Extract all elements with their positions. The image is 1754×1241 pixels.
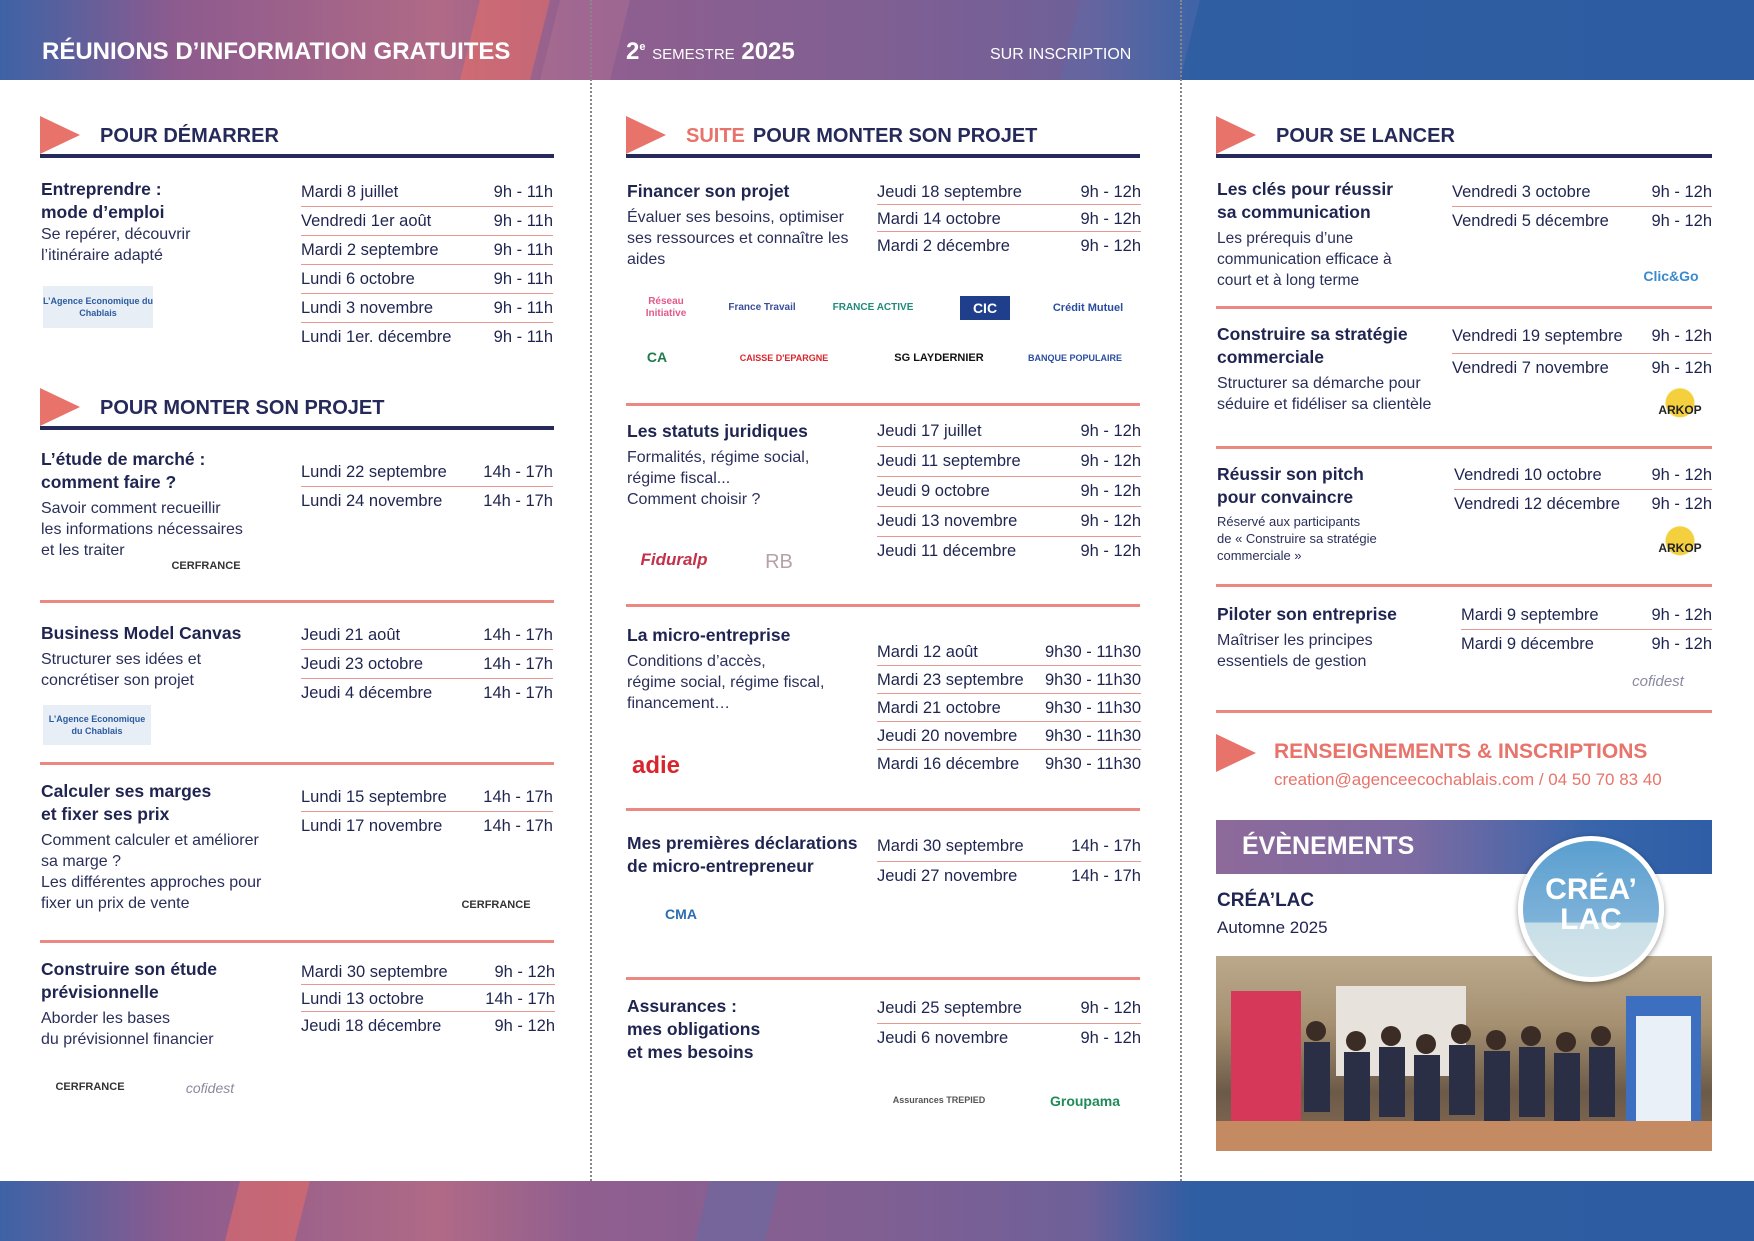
workshop-desc: régime social, régime fiscal, (627, 674, 825, 691)
divider (626, 977, 1140, 980)
workshop-desc: du prévisionnel financier (41, 1031, 214, 1048)
session-row: Mardi 16 décembre 9h30 - 11h30 (877, 755, 1141, 773)
logo-cofidest: cofidest (1632, 673, 1684, 690)
session-row: Jeudi 23 octobre 14h - 17h (301, 650, 553, 679)
workshop-desc: Structurer ses idées et (41, 651, 202, 668)
sessions-marges (301, 783, 553, 841)
workshop-title: comment faire ? (41, 472, 177, 492)
section-header-suite (626, 114, 1140, 158)
session-row: Mardi 30 septembre 14h - 17h (877, 832, 1141, 862)
sessions-assurances (877, 994, 1141, 1054)
session-row: Mardi 8 juillet 9h - 11h (301, 178, 553, 207)
sessions-micro (877, 638, 1141, 778)
logo-adie: adie (631, 752, 681, 779)
workshop-desc: l’itinéraire adapté (41, 247, 163, 264)
triangle-icon (1216, 734, 1256, 772)
workshop-desc: Se repérer, découvrir (41, 226, 191, 243)
logo-france-active: FRANCE ACTIVE (832, 302, 914, 313)
logo-clic-go: Clic&Go (1643, 268, 1699, 284)
workshop-strategie (1217, 323, 1447, 415)
session-row: Jeudi 11 septembre 9h - 12h (877, 447, 1141, 477)
session-row: Vendredi 19 septembre 9h - 12h (1452, 322, 1712, 354)
contact-email-phone[interactable]: creation@agenceecochablais.com / 04 50 70 83 40 (1274, 770, 1662, 789)
divider (1216, 584, 1712, 587)
sessions-statuts (877, 417, 1141, 567)
session-row: Vendredi 1er août 9h - 11h (301, 207, 553, 236)
workshop-title: et fixer ses prix (41, 804, 170, 824)
workshop-desc: commerciale » (1217, 548, 1302, 563)
sessions-cles (1452, 178, 1712, 236)
workshop-desc: financement… (627, 695, 731, 712)
workshop-desc: de « Construire sa stratégie (1217, 531, 1377, 546)
session-row: Vendredi 5 décembre 9h - 12h (1452, 212, 1712, 230)
crealac-badge-line1: CRÉA’ (1545, 873, 1637, 906)
sessions-pitch (1454, 461, 1712, 519)
logo-caisse-epargne: CAISSE D'EPARGNE (739, 353, 829, 363)
sessions-bmc (301, 621, 553, 708)
section-header-monter (40, 386, 554, 430)
workshop-desc: aides (627, 251, 666, 268)
session-row: Mardi 9 septembre 9h - 12h (1461, 601, 1712, 630)
triangle-icon (40, 116, 80, 154)
workshop-financer (627, 180, 867, 270)
workshop-title: Construire son étude (41, 959, 217, 979)
workshop-micro (627, 624, 867, 714)
workshop-title: et mes besoins (627, 1042, 754, 1062)
workshop-title: Calculer ses marges (41, 781, 212, 801)
workshop-title: Mes premières déclarations (627, 833, 858, 853)
workshop-desc: concrétiser son projet (41, 672, 194, 689)
workshop-title: Business Model Canvas (41, 623, 242, 643)
section-header-lancer (1216, 114, 1712, 158)
session-row: Mardi 21 octobre 9h30 - 11h30 (877, 694, 1141, 722)
logo-rb: RB (765, 551, 793, 573)
session-row: Jeudi 11 décembre 9h - 12h (877, 542, 1141, 560)
session-row: Jeudi 25 septembre 9h - 12h (877, 994, 1141, 1024)
workshop-title: mes obligations (627, 1019, 761, 1039)
sessions-piloter (1461, 601, 1712, 659)
session-row: Jeudi 9 octobre 9h - 12h (877, 477, 1141, 507)
workshop-etude-marche (41, 448, 291, 561)
session-row: Lundi 15 septembre 14h - 17h (301, 783, 553, 812)
inscription-label: SUR INSCRIPTION (990, 46, 1132, 63)
workshop-desc: Savoir comment recueillir (41, 500, 221, 517)
session-row: Vendredi 12 décembre 9h - 12h (1454, 495, 1712, 513)
workshop-title: Réussir son pitch (1217, 464, 1364, 484)
session-row: Jeudi 13 novembre 9h - 12h (877, 507, 1141, 537)
session-row: Vendredi 7 novembre 9h - 12h (1452, 359, 1712, 377)
logo-agence-eco: L’Agence Economique du Chablais (43, 705, 151, 745)
sessions-declarations (877, 832, 1141, 892)
workshop-title: Assurances : (627, 996, 737, 1016)
page-title: RÉUNIONS D’INFORMATION GRATUITES (42, 38, 511, 65)
logo-cofidest: cofidest (185, 1080, 235, 1096)
footer-band (0, 1181, 1754, 1241)
workshop-title: Financer son projet (627, 181, 790, 201)
contact-title: RENSEIGNEMENTS & INSCRIPTIONS (1274, 740, 1648, 763)
workshop-assurances (627, 995, 867, 1064)
logo-sg-laydernier: SG LAYDERNIER (894, 352, 984, 364)
logo-france-travail: France Travail (728, 302, 796, 313)
session-row: Lundi 1er. décembre 9h - 11h (301, 328, 553, 346)
workshop-title: prévisionnelle (41, 982, 159, 1002)
workshop-desc: Les différentes approches pour (41, 874, 262, 891)
logo-groupama: Groupama (1049, 1093, 1120, 1109)
divider (1216, 710, 1712, 713)
workshop-desc: Réservé aux participants (1217, 514, 1361, 529)
session-row: Lundi 6 octobre 9h - 11h (301, 265, 553, 294)
session-row: Jeudi 18 décembre 9h - 12h (301, 1017, 555, 1035)
workshop-desc: et les traiter (41, 542, 125, 559)
workshop-desc: fixer un prix de vente (41, 895, 190, 912)
divider (1216, 446, 1712, 449)
semester-label (626, 38, 795, 66)
section-title: POUR MONTER SON PROJET (100, 397, 385, 419)
workshop-title: mode d’emploi (41, 202, 165, 222)
logo-credit-mutuel: Crédit Mutuel (1052, 302, 1124, 314)
session-row: Jeudi 21 août 14h - 17h (301, 621, 553, 650)
logo-agence-eco: L’Agence Economique du Chablais (43, 286, 153, 328)
crealac-badge (1518, 836, 1664, 982)
workshop-desc: essentiels de gestion (1217, 653, 1367, 670)
workshop-title: sa communication (1217, 202, 1371, 222)
column-separator (1180, 0, 1182, 1241)
session-row: Mardi 2 décembre 9h - 12h (877, 237, 1141, 255)
session-row: Vendredi 10 octobre 9h - 12h (1454, 461, 1712, 490)
event-name: CRÉA’LAC (1217, 890, 1315, 911)
logo-cerfrance: CERFRANCE (171, 560, 241, 572)
sessions-strategie (1452, 322, 1712, 386)
workshop-desc: régime fiscal... (627, 470, 731, 487)
workshop-declarations (627, 832, 877, 878)
session-row: Lundi 3 novembre 9h - 11h (301, 294, 553, 323)
session-row: Jeudi 17 juillet 9h - 12h (877, 417, 1141, 447)
workshop-desc: Les prérequis d’une (1217, 230, 1354, 247)
crealac-badge-line2: LAC (1560, 903, 1622, 936)
divider (626, 403, 1140, 406)
event-photo-image (1216, 956, 1712, 1151)
semester-year: 2025 (741, 38, 795, 65)
logo-cerfrance: CERFRANCE (55, 1081, 125, 1093)
workshop-piloter (1217, 603, 1457, 672)
workshop-desc: communication efficace à (1217, 251, 1392, 268)
session-row: Jeudi 18 septembre 9h - 12h (877, 178, 1141, 205)
session-row: Mardi 14 octobre 9h - 12h (877, 205, 1141, 232)
workshop-title: Piloter son entreprise (1217, 604, 1397, 624)
workshop-desc: les informations nécessaires (41, 521, 243, 538)
sessions-entreprendre (301, 178, 553, 352)
section-title-text: POUR MONTER SON PROJET (752, 125, 1038, 147)
workshop-desc: Comment calculer et améliorer (41, 832, 259, 849)
semester-sup: e (639, 41, 646, 53)
logo-fiduralp: Fiduralp (640, 550, 708, 569)
workshop-desc: ses ressources et connaître les (627, 230, 849, 247)
workshop-previsionnel (41, 958, 291, 1050)
workshop-desc: Formalités, régime social, (627, 449, 810, 466)
workshop-cles (1217, 178, 1437, 291)
workshop-desc: Conditions d’accès, (627, 653, 766, 670)
workshop-title: La micro-entreprise (627, 625, 791, 645)
logo-cic: CIC (960, 296, 1010, 320)
session-row: Jeudi 20 novembre 9h30 - 11h30 (877, 722, 1141, 750)
triangle-icon (1216, 116, 1256, 154)
workshop-statuts (627, 420, 867, 510)
logo-trepied: Assurances TREPIED (892, 1095, 986, 1105)
session-row: Mardi 30 septembre 9h - 12h (301, 958, 555, 985)
workshop-desc: Comment choisir ? (627, 491, 761, 508)
section-header-demarrer (40, 114, 554, 158)
events-title: ÉVÈNEMENTS (1242, 832, 1415, 860)
divider (40, 940, 554, 943)
section-title (686, 125, 1037, 148)
session-row: Mardi 23 septembre 9h30 - 11h30 (877, 666, 1141, 694)
workshop-title: commerciale (1217, 347, 1325, 367)
logo-reseau-initiative: Réseau Initiative (645, 296, 687, 319)
workshop-desc: séduire et fidéliser sa clientèle (1217, 396, 1432, 413)
session-row: Jeudi 27 novembre 14h - 17h (877, 867, 1141, 885)
session-row: Vendredi 3 octobre 9h - 12h (1452, 178, 1712, 207)
column-separator (590, 0, 592, 1241)
workshop-pitch (1217, 463, 1437, 564)
workshop-title: pour convaincre (1217, 487, 1354, 507)
triangle-icon (40, 388, 80, 426)
session-row: Lundi 17 novembre 14h - 17h (301, 817, 553, 835)
workshop-desc: Structurer sa démarche pour (1217, 375, 1421, 392)
workshop-title: de micro-entrepreneur (627, 856, 814, 876)
workshop-title: Les clés pour réussir (1217, 179, 1394, 199)
workshop-desc: sa marge ? (41, 853, 122, 870)
section-title: POUR SE LANCER (1276, 125, 1455, 147)
session-row: Lundi 13 octobre 14h - 17h (301, 985, 555, 1012)
session-row: Lundi 24 novembre 14h - 17h (301, 492, 553, 510)
sessions-financer (877, 178, 1141, 259)
workshop-entreprendre (41, 178, 291, 266)
divider (40, 600, 554, 603)
semester-word: SEMESTRE (652, 46, 735, 63)
workshop-desc: Maîtriser les principes (1217, 632, 1373, 649)
workshop-title: Entreprendre : (41, 179, 162, 199)
session-row: Mardi 12 août 9h30 - 11h30 (877, 638, 1141, 666)
logo-credit-agricole: CA (646, 349, 668, 365)
workshop-desc: Aborder les bases (41, 1010, 170, 1027)
workshop-bmc (41, 622, 291, 691)
workshop-desc: Évaluer ses besoins, optimiser (627, 209, 844, 226)
logo-cerfrance: CERFRANCE (461, 899, 531, 911)
divider (626, 604, 1140, 607)
logo-arkop: ARKOP (1650, 386, 1710, 434)
event-date: Automne 2025 (1217, 918, 1328, 937)
triangle-icon (626, 116, 666, 154)
session-row: Mardi 2 septembre 9h - 11h (301, 236, 553, 265)
workshop-desc: court et à long terme (1217, 272, 1360, 289)
session-row: Jeudi 4 décembre 14h - 17h (301, 684, 553, 702)
session-row: Lundi 22 septembre 14h - 17h (301, 458, 553, 487)
logo-cma: CMA (665, 906, 697, 922)
logo-banque-populaire: BANQUE POPULAIRE (1027, 353, 1122, 363)
workshop-marges (41, 780, 291, 914)
semester-number: 2 (626, 38, 640, 65)
workshop-title: Construire sa stratégie (1217, 324, 1408, 344)
session-row: Mardi 9 décembre 9h - 12h (1461, 635, 1712, 653)
event-photo (1216, 956, 1712, 1151)
divider (40, 762, 554, 765)
logo-arkop: ARKOP (1650, 524, 1710, 572)
section-accent: SUITE (686, 125, 745, 147)
divider (626, 808, 1140, 811)
workshop-title: L’étude de marché : (41, 449, 206, 469)
section-title: POUR DÉMARRER (100, 125, 279, 147)
sessions-previsionnel (301, 958, 555, 1039)
sessions-etude (301, 458, 553, 516)
divider (1216, 306, 1712, 309)
session-row: Jeudi 6 novembre 9h - 12h (877, 1029, 1141, 1047)
workshop-title: Les statuts juridiques (627, 421, 808, 441)
